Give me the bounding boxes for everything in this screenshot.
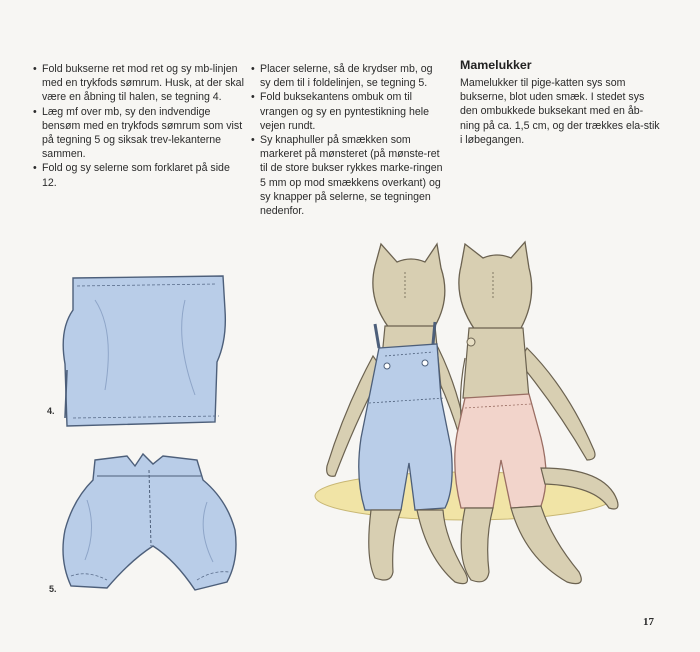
- list-item: • Sy knaphuller på smækken som markeret på mønsteret (på mønste-ret til de store bukser rykkes marke-ringen 5 mm op mod smækkens overkant) og sy knapper på selerne, se tegningen nedenfor.: [251, 133, 446, 218]
- instruction-list-2: [251, 62, 446, 218]
- figure-label-5: 5.: [49, 584, 57, 594]
- list-item: • Fold og sy selerne som forklaret på side 12.: [33, 161, 245, 189]
- cat-in-blue-overalls: [327, 244, 468, 584]
- cat-in-pink-bloomers: [455, 242, 618, 584]
- list-item: • Fold buksekantens ombuk om til vrangen og sy en pyntestikning hele vejen rundt.: [251, 90, 446, 133]
- trousers-drawing-4: [55, 270, 235, 430]
- text-column-2: [251, 62, 446, 218]
- figure-label-4: 4.: [47, 406, 55, 416]
- section-body: Mamelukker til pige-katten sys som bukserne, blot uden smæk. I stedet sys den ombukkede buksekant med en åb-ning på ca. 1,5 cm, og der trækkes ela-stik i løbegangen.: [460, 77, 660, 146]
- list-item: • Læg mf over mb, sy den indvendige bensøm med en trykfods sømrum som vist på tegning 5 og siksak trev-lekanterne sammen.: [33, 105, 245, 162]
- text-column-1: [33, 62, 245, 190]
- page-number: 17: [643, 616, 654, 628]
- cats-illustration: [305, 238, 650, 600]
- instruction-list-1: [33, 62, 245, 190]
- list-item: • Fold bukserne ret mod ret og sy mb-linjen med en trykfods sømrum. Husk, at der skal være en åbning til halen, se tegning 4.: [33, 62, 245, 105]
- section-heading: Mamelukker: [460, 58, 532, 72]
- trousers-drawing-5: [57, 450, 242, 598]
- list-item: • Placer selerne, så de krydser mb, og sy dem til i foldelinjen, se tegning 5.: [251, 62, 446, 90]
- text-column-3: [460, 58, 660, 147]
